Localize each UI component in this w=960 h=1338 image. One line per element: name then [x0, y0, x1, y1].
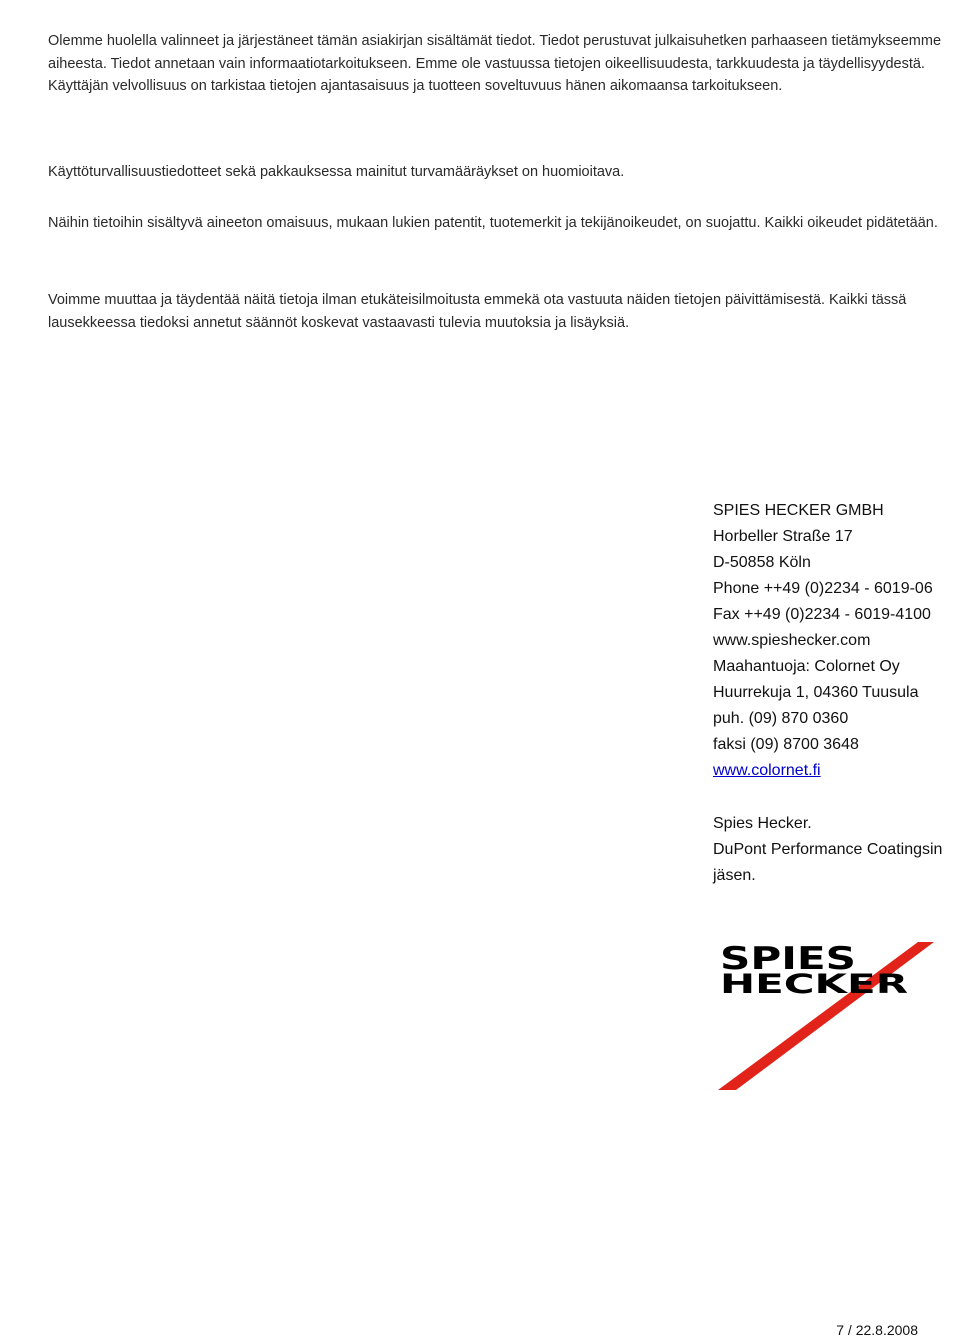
member-line-1: Spies Hecker.	[713, 815, 812, 832]
disclaimer-line: Olemme huolella valinneet ja järjestäneet tämän asiakirjan sisältämät tiedot. Tiedot perustuvat julkaisuhetken parhaaseen tietämykseemme	[48, 33, 942, 49]
disclaimer-line: aiheesta. Tiedot annetaan vain informaatiotarkoitukseen. Emme ole vastuussa tietojen oikeellisuudesta, tarkkuudesta ja täydellisyydestä.	[48, 55, 925, 72]
contact-block	[713, 498, 953, 784]
changes-line: Voimme muuttaa ja täydentää näitä tietoja ilman etukäteisilmoitusta emmekä ota vastuuta näiden tietojen päivittämisestä. Kaikki tässä	[48, 292, 907, 308]
ip-line: Näihin tietoihin sisältyvä aineeton omaisuus, mukaan lukien patentit, tuotemerkit ja tekijänoikeudet, on suojattu. Kaikki oikeudet pidätetään.	[48, 215, 938, 231]
company-name: SPIES HECKER GMBH	[713, 502, 884, 519]
member-line-3: jäsen.	[713, 867, 756, 884]
logo-word-2: HECKER	[720, 969, 909, 1000]
safety-line: Käyttöturvallisuustiedotteet sekä pakkauksessa mainitut turvamääräykset on huomioitava.	[48, 164, 625, 180]
company-fax: Fax ++49 (0)2234 - 6019-4100	[713, 606, 931, 623]
importer-name: Maahantuoja: Colornet Oy	[713, 658, 900, 675]
company-website: www.spieshecker.com	[713, 632, 871, 649]
company-city: D-50858 Köln	[713, 554, 811, 571]
member-line-2: DuPont Performance Coatingsin	[713, 841, 943, 858]
company-street: Horbeller Straße 17	[713, 528, 853, 545]
company-phone: Phone ++49 (0)2234 - 6019-06	[713, 580, 933, 597]
page-footer: 7 / 22.8.2008	[836, 1322, 918, 1338]
disclaimer-paragraph-1	[48, 30, 948, 98]
changes-paragraph	[48, 289, 948, 334]
importer-phone: puh. (09) 870 0360	[713, 710, 849, 727]
importer-website-link[interactable]: www.colornet.fi	[713, 762, 821, 779]
importer-address: Huurrekuja 1, 04360 Tuusula	[713, 684, 919, 701]
changes-line: lausekkeessa tiedoksi annetut säännöt koskevat vastaavasti tulevia muutoksia ja lisäyksiä.	[48, 314, 630, 331]
disclaimer-line: Käyttäjän velvollisuus on tarkistaa tietojen ajantasaisuus ja tuotteen soveltuvuus hänen aikomaansa tarkoitukseen.	[48, 78, 783, 94]
logo-word-1: SPIES	[720, 941, 856, 977]
ip-paragraph	[48, 212, 948, 235]
safety-paragraph	[48, 161, 948, 184]
spies-hecker-logo	[718, 938, 936, 1092]
importer-fax: faksi (09) 8700 3648	[713, 736, 859, 753]
membership-block	[713, 811, 953, 889]
